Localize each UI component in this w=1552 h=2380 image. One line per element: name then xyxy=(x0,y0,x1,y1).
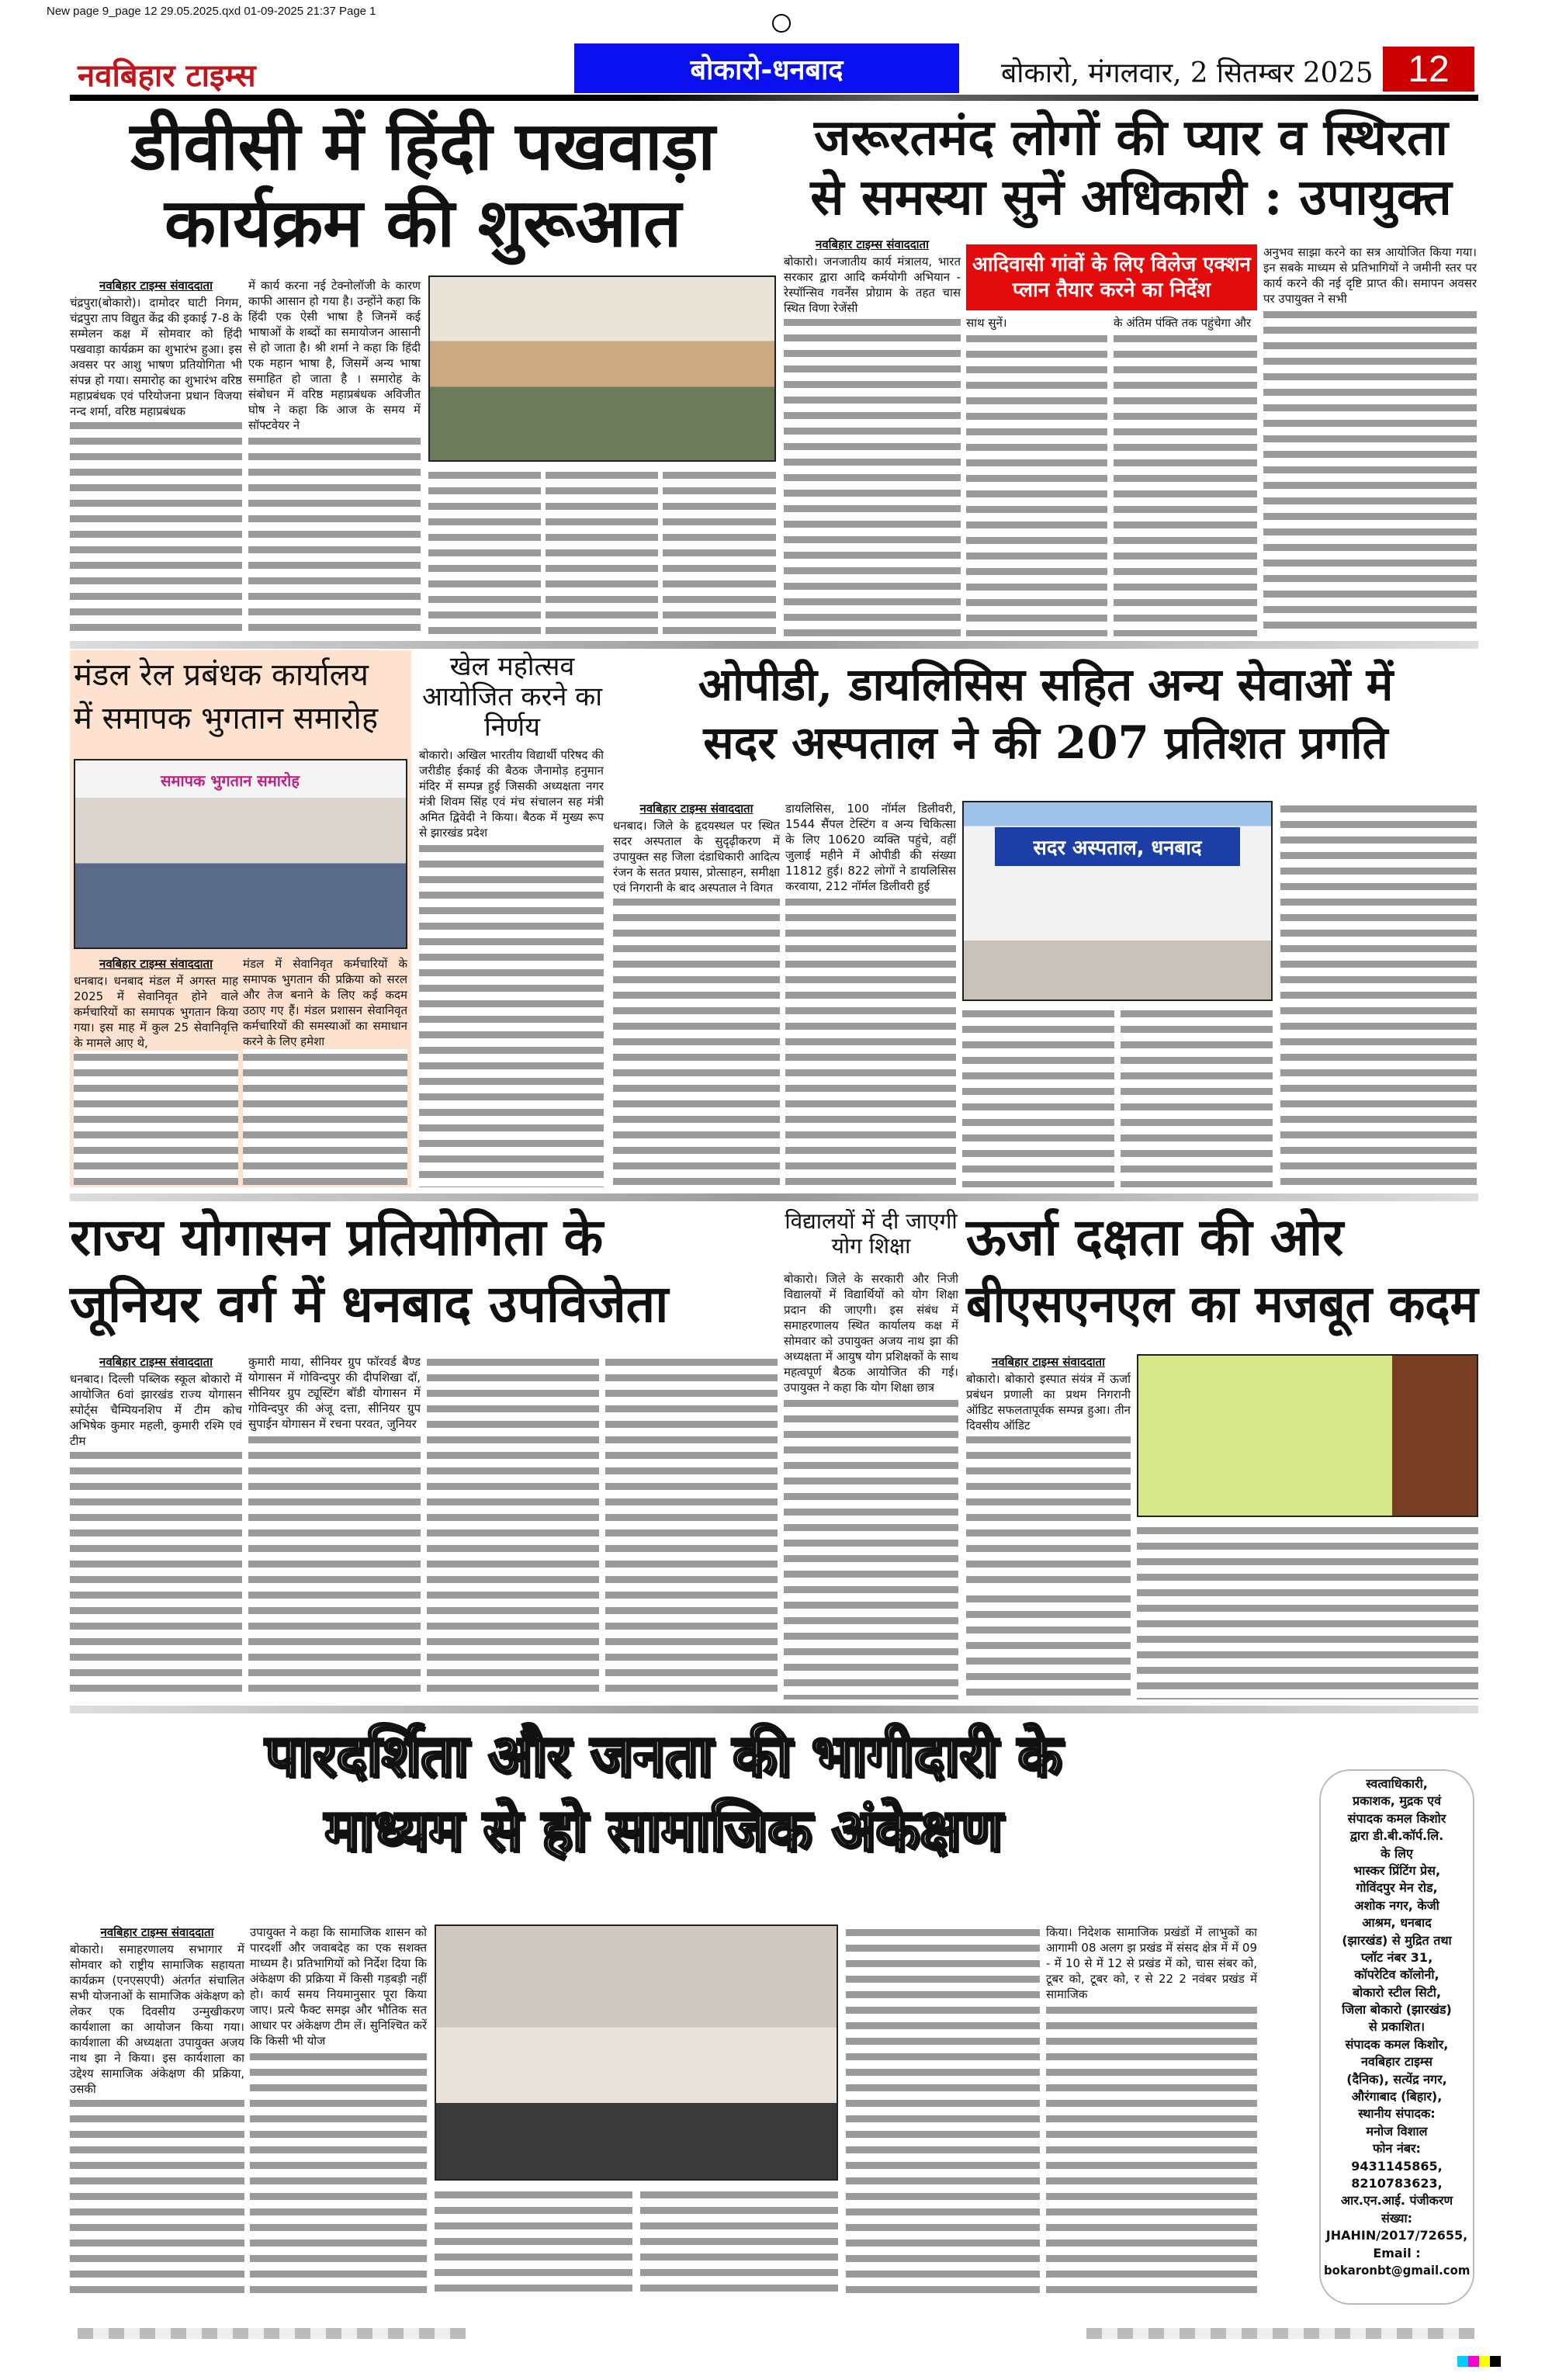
headline-line: डीवीसी में हिंदी पखवाड़ा xyxy=(130,107,715,185)
imprint-line: प्लॉट नंबर 31, xyxy=(1360,1949,1433,1965)
masthead-rule xyxy=(70,95,1478,101)
headline-line: ओपीडी, डायलिसिस सहित अन्य सेवाओं में xyxy=(698,658,1394,711)
imprint-line: आश्रम, धनबाद xyxy=(1362,1915,1432,1931)
imprint-line: संपादक कमल किशोर xyxy=(1347,1810,1446,1826)
opd-column-1 xyxy=(613,801,780,1187)
imprint-line: द्वारा डी.बी.कॉर्प.लि. xyxy=(1349,1828,1444,1844)
audit-column-4 xyxy=(640,2187,838,2297)
article-text: बोकारो। बोकारो इस्पात संयंत्र में ऊर्जा प्रबंधन प्रणाली का प्रथम निगरानी ऑडिट सफलतापूर्वक सम्पन्न हुआ। तीन दिवसीय ऑडिट xyxy=(966,1372,1131,1433)
print-slug: New page 9_page 12 29.05.2025.qxd 01-09-2025 21:37 Page 1 xyxy=(47,5,376,18)
article-text: बोकारो। अखिल भारतीय विद्यार्थी परिषद की जरीडीह ईकाई की बैठक जैनामोड़ हनुमान मंदिर में सम्पन्न हुई जिसकी अध्यक्षता नगर मंत्री शिवम सिंह एवं मंच संचालन सह मंत्री अमित द्विवेदी ने किया। बैठक में मुख्य रूप से झारखंड प्रदेश xyxy=(419,748,604,840)
article-text: उपायुक्त ने कहा कि सामाजिक शासन को पारदर्शी और जवाबदेह का एक सशक्त माध्यम है। प्रतिभागियों को निर्देश दिया कि अंकेक्षण की प्रक्रिया में किसी गड़बड़ी नहीं हो। कार्य समय नियमानुसार पूरा किया जाए। प्रत्ये फैक्ट समझ और भौतिक सत आधार पर अंकेक्षण टीम लें। सुनिश्चित करें कि किसी भी योज xyxy=(250,1925,427,2048)
imprint-line: संपादक कमल किशोर, xyxy=(1345,2036,1449,2052)
magenta-swatch xyxy=(1468,2356,1479,2367)
divider xyxy=(70,1193,1478,1201)
audit-column-5 xyxy=(846,1924,1040,2297)
cyan-swatch xyxy=(1457,2356,1468,2367)
byline: नवबिहार टाइम्स संवाददाता xyxy=(99,1355,213,1369)
opd-column-3 xyxy=(962,1006,1114,1187)
imprint-line: औरंगाबाद (बिहार), xyxy=(1351,2089,1443,2105)
dc-column-4 xyxy=(1263,244,1477,636)
yoga-headline xyxy=(70,1204,776,1338)
headline-line: पारदर्शिता और जनता की भागीदारी के xyxy=(265,1723,1062,1789)
dc-column-3 xyxy=(1114,315,1257,636)
divider xyxy=(70,1706,1478,1713)
registration-mark-icon xyxy=(772,14,791,33)
article-text: बोकारो। समाहरणालय सभागार में सोमवार को राष्ट्रीय सामाजिक सहायता कार्यक्रम (एनएसएपी) अंतर्गत संचालित सभी योजनाओं के सामाजिक अंकेक्षण को लेकर एक दिवसीय उन्मुखीकरण कार्यशाला का आयोजन किया गया। कार्यशाला की अध्यक्षता उपायुक्त अजय नाथ झा ने किया। इस कार्यशाला का उद्देश्य सामाजिक अंकेक्षण की प्रक्रिया, उसकी xyxy=(70,1942,244,2096)
imprint-line: अशोक नगर, केजी xyxy=(1354,1897,1439,1913)
imprint-line: नवबिहार टाइम्स xyxy=(1361,2054,1432,2070)
article-text: धनबाद। जिले के हृदयस्थल पर स्थित सदर अस्पताल के सुदृढ़ीकरण में उपायुक्त सह जिला दंडाधिकारी आदित्य रंजन के सतत प्रयास, प्रोत्साहन, समीक्षा एवं निगरानी के बाद अस्पताल ने विगत xyxy=(613,819,780,895)
imprint-line: गोविंदपुर मेन रोड, xyxy=(1356,1880,1438,1896)
yoga-column-2 xyxy=(248,1354,421,1699)
dc-column-1 xyxy=(784,237,961,636)
audit-column-6 xyxy=(1046,1924,1257,2297)
opd-column-2 xyxy=(785,801,956,1187)
byline: नवबिहार टाइम्स संवाददाता xyxy=(816,237,929,251)
dvc-column-5 xyxy=(663,467,776,636)
byline: नवबिहार टाइम्स संवाददाता xyxy=(99,279,213,293)
imprint-line: जिला बोकारो (झारखंड) xyxy=(1342,2002,1452,2018)
article-text: मंडल में सेवानिवृत कर्मचारियों के समापक भुगतान की प्रक्रिया को सरल और तेज बनाने के लिए कई कदम उठाए गए हैं। मंडल प्रशासन सेवानिवृत कर्मचारियों की समस्याओं का समाधान करने के लिए हमेशा xyxy=(243,957,407,1048)
headline-line: जूनियर वर्ग में धनबाद उपविजेता xyxy=(70,1273,669,1334)
headline-line: मंडल रेल प्रबंधक कार्यालय xyxy=(74,657,369,693)
rail-headline xyxy=(74,653,407,740)
divider xyxy=(70,641,1478,649)
headline-line: में समापक भुगतान समारोह xyxy=(74,701,379,736)
imprint-line: संख्या: xyxy=(1381,2210,1412,2226)
section-banner: बोकारो-धनबाद xyxy=(574,43,959,93)
black-swatch xyxy=(1490,2356,1501,2367)
print-color-bar xyxy=(78,2328,466,2339)
imprint-line: (दैनिक), सत्येंद्र नगर, xyxy=(1346,2071,1447,2087)
khel-headline: खेल महोत्सव आयोजित करने का निर्णय xyxy=(421,651,603,743)
opd-column-5 xyxy=(1280,801,1477,1187)
bsnl-column-3 xyxy=(966,1591,1131,1699)
imprint-line: (झारखंड) से मुद्रित तथा xyxy=(1342,1932,1452,1948)
audit-column-2 xyxy=(250,1924,427,2297)
headline-line: राज्य योगासन प्रतियोगिता के xyxy=(70,1207,604,1267)
audit-photo xyxy=(435,1924,838,2181)
imprint-line: के लिए xyxy=(1381,1845,1413,1861)
dateline: बोकारो, मंगलवार, 2 सितम्बर 2025 xyxy=(1001,57,1374,89)
imprint-line: स्वत्वाधिकारी, xyxy=(1366,1776,1428,1791)
byline: नवबिहार टाइम्स संवाददाता xyxy=(99,957,213,971)
rail-column-1 xyxy=(74,956,238,1185)
bsnl-headline xyxy=(966,1204,1478,1338)
article-text: के अंतिम पंक्ति तक पहुंचेगा और xyxy=(1114,315,1257,331)
dvc-column-3 xyxy=(428,467,541,636)
imprint-box xyxy=(1319,1769,1474,2305)
byline: नवबिहार टाइम्स संवाददाता xyxy=(100,1925,214,1939)
photo-banner-text: समापक भुगतान समारोह xyxy=(161,771,300,790)
article-text: साथ सुनें। xyxy=(966,315,1107,331)
article-text: में कार्य करना नई टेक्नोलॉजी के कारण काफी आसान हो गया है। उन्होंने कहा कि हिंदी एक ऐसी भाषा है जिनमें कई भाषाओं के शब्दों का समायोजन आसानी से हो जाता है। श्री शर्मा ने कहा कि हिंदी एक महान भाषा है, जिसमें अन्य भाषा समाहित हो जाता है । समारोह के संबोधन में वरिष्ठ महाप्रबंधक अविजीत घोष ने कहा कि आज के समय में सॉफ्टवेयर ने xyxy=(248,279,421,432)
yoga-column-4 xyxy=(605,1354,778,1699)
dvc-headline xyxy=(70,109,776,262)
article-text: धनबाद। धनबाद मंडल में अगस्त माह 2025 में सेवानिवृत होने वाले कर्मचारियों का समापक भुगतान किया गया। इस माह में कुल 25 सेवानिवृत्ति के मामले आए थे, xyxy=(74,974,238,1050)
headline-line: सदर अस्पताल ने की 207 प्रतिशत प्रगति xyxy=(703,716,1388,770)
headline-line: ऊर्जा दक्षता की ओर xyxy=(966,1207,1344,1267)
article-text: बोकारो। जनजातीय कार्य मंत्रालय, भारत सरकार द्वारा आदि कर्मयोगी अभियान - रेस्पॉन्सिव गवर्नेंस प्रोग्राम के तहत चास स्थित विणा रेजेंसी xyxy=(784,255,961,315)
imprint-line: 8210783623, xyxy=(1351,2175,1443,2191)
school-headline: विद्यालयों में दी जाएगी योग शिक्षा xyxy=(785,1208,958,1259)
print-color-bar xyxy=(1086,2328,1474,2339)
imprint-line: स्थानीय संपादक: xyxy=(1358,2106,1436,2122)
page-number: 12 xyxy=(1383,47,1474,92)
bsnl-photo xyxy=(1137,1354,1478,1517)
opd-headline xyxy=(613,656,1478,773)
masthead-logo: नवबिहार टाइम्स xyxy=(78,57,256,94)
imprint-line: प्रकाशक, मुद्रक एवं xyxy=(1352,1793,1442,1809)
headline-line: जरूरतमंद लोगों की प्यार व स्थिरता xyxy=(814,109,1448,167)
headline-line: से समस्या सुनें अधिकारी : उपायुक्त xyxy=(810,168,1452,227)
imprint-line: bokaronbt@gmail.com xyxy=(1324,2262,1471,2278)
cmyk-swatches xyxy=(1457,2356,1501,2367)
dc-headline xyxy=(784,109,1478,228)
imprint-line: फोन नंबर: xyxy=(1373,2141,1421,2157)
article-text: डायलिसिस, 100 नॉर्मल डिलीवरी, 1544 सैंपल टेस्टिंग व अन्य चिकित्सा के लिए 10620 व्यक्ति पहुंचे, वहीं जुलाई महीने में ओपीडी की संख्या 11812 हुई। 822 लोगों ने डायलिसिस करवाया, 212 नॉर्मल डिलीवरी हुई xyxy=(785,802,956,893)
article-text: चंद्रपुरा(बोकारो)। दामोदर घाटी निगम, चंद्रपुरा ताप विद्युत केंद्र की इकाई 7-8 के सम्मेलन कक्ष में सोमवार को हिंदी पखवाड़ा कार्यक्रम का शुभारंभ हुआ। इस अवसर पर आशु भाषण प्रतियोगिता भी संपन्न हो गया। समारोह का शुभारंभ वरिष्ठ महाप्रबंधक एवं परियोजना प्रधान विजया नन्द शर्मा, वरिष्ठ महाप्रबंधक xyxy=(70,296,242,418)
headline-line: माध्यम से हो सामाजिक अंकेक्षण xyxy=(324,1797,1003,1865)
imprint-line: 9431145865, xyxy=(1351,2158,1443,2174)
imprint-line: बोकारो स्टील सिटी, xyxy=(1352,1984,1442,2000)
headline-line: कार्यक्रम की शुरूआत xyxy=(164,183,682,262)
imprint-line: आर.एन.आई. पंजीकरण xyxy=(1340,2193,1453,2209)
rail-photo xyxy=(74,759,407,949)
dc-column-2 xyxy=(966,315,1107,636)
audit-column-1 xyxy=(70,1924,244,2297)
audit-headline xyxy=(70,1719,1257,1868)
article-text: अनुभव साझा करने का सत्र आयोजित किया गया। इन सबके माध्यम से प्रतिभागियों ने जमीनी स्तर पर कार्य करने की नई दृष्टि प्राप्त की। समापन अवसर पर उपायुक्त ने सभी xyxy=(1263,245,1477,306)
khel-column xyxy=(419,747,604,1187)
yellow-swatch xyxy=(1479,2356,1490,2367)
article-text: बोकारो। जिले के सरकारी और निजी विद्यालयों में विद्यार्थियों को योग शिक्षा प्रदान की जाएगी। इस संबंध में समाहरणालय स्थित कार्यालय कक्ष में सोमवार को उपायुक्त अजय नाथ झा की अध्यक्षता में आयुष योग प्रशिक्षकों के साथ महत्वपूर्ण बैठक आयोजित की गई। उपायुक्त ने कहा कि योग शिक्षा छात्र xyxy=(784,1272,958,1394)
headline-line: बीएसएनएल का मजबूत कदम xyxy=(966,1273,1478,1334)
dvc-column-2 xyxy=(248,278,421,636)
dc-subheadline: आदिवासी गांवों के लिए विलेज एक्शन प्लान तैयार करने का निर्देश xyxy=(966,244,1257,310)
audit-column-3 xyxy=(435,2187,632,2297)
school-column xyxy=(784,1271,958,1699)
hospital-photo xyxy=(962,801,1273,1001)
bsnl-column-2 xyxy=(1137,1523,1478,1699)
imprint-line: से प्रकाशित। xyxy=(1368,2019,1426,2035)
byline: नवबिहार टाइम्स संवाददाता xyxy=(639,802,753,816)
article-text: किया। निदेशक सामाजिक प्रखंडों में लाभुकों का आगामी 08 अलग झ प्रखंड में संसद क्षेत्र में में 09 - में 10 से में 12 से प्रखंड में को, चास संबर को, टूबर को, टूबर को, र से 22 2 नवंबर प्रखंड में सामाजिक xyxy=(1046,1925,1257,2001)
rail-column-2 xyxy=(243,956,407,1185)
opd-column-4 xyxy=(1121,1006,1273,1187)
hospital-sign: सदर अस्पताल, धनबाद xyxy=(995,827,1240,866)
dvc-column-4 xyxy=(546,467,658,636)
yoga-column-1 xyxy=(70,1354,242,1699)
yoga-column-3 xyxy=(427,1354,599,1699)
imprint-line: Email : xyxy=(1373,2245,1421,2260)
dvc-column-1 xyxy=(70,278,242,636)
article-text: कुमारी माया, सीनियर ग्रुप फॉरवर्ड बैण्ड योगासन में गोविन्दपुर की दीपशिखा दॉ, सीनियर ग्रुप ट्यूस्टिंग बॉडी योगासन में गोविन्दपुर की अंजू दत्ता, सीनियर ग्रुप सुपाईन योगासन में रचना परवत, जुनियर xyxy=(248,1355,421,1431)
article-text: धनबाद। दिल्ली पब्लिक स्कूल बोकारो में आयोजित 6वां झारखंड राज्य योगासन स्पोर्ट्स चैम्पियनशिप में टीम कोच अभिषेक कुमार महली, कुमारी रश्मि एवं टीम xyxy=(70,1372,242,1448)
dvc-photo xyxy=(428,275,776,462)
imprint-line: JHAHIN/2017/72655, xyxy=(1325,2228,1468,2243)
imprint-line: मनोज विशाल xyxy=(1366,2123,1428,2139)
imprint-line: भास्कर प्रिंटिंग प्रेस, xyxy=(1353,1862,1441,1878)
bsnl-column-1 xyxy=(966,1354,1131,1587)
imprint-line: कॉपरेटिव कॉलोनी, xyxy=(1354,1967,1439,1983)
byline: नवबिहार टाइम्स संवाददाता xyxy=(992,1355,1105,1369)
